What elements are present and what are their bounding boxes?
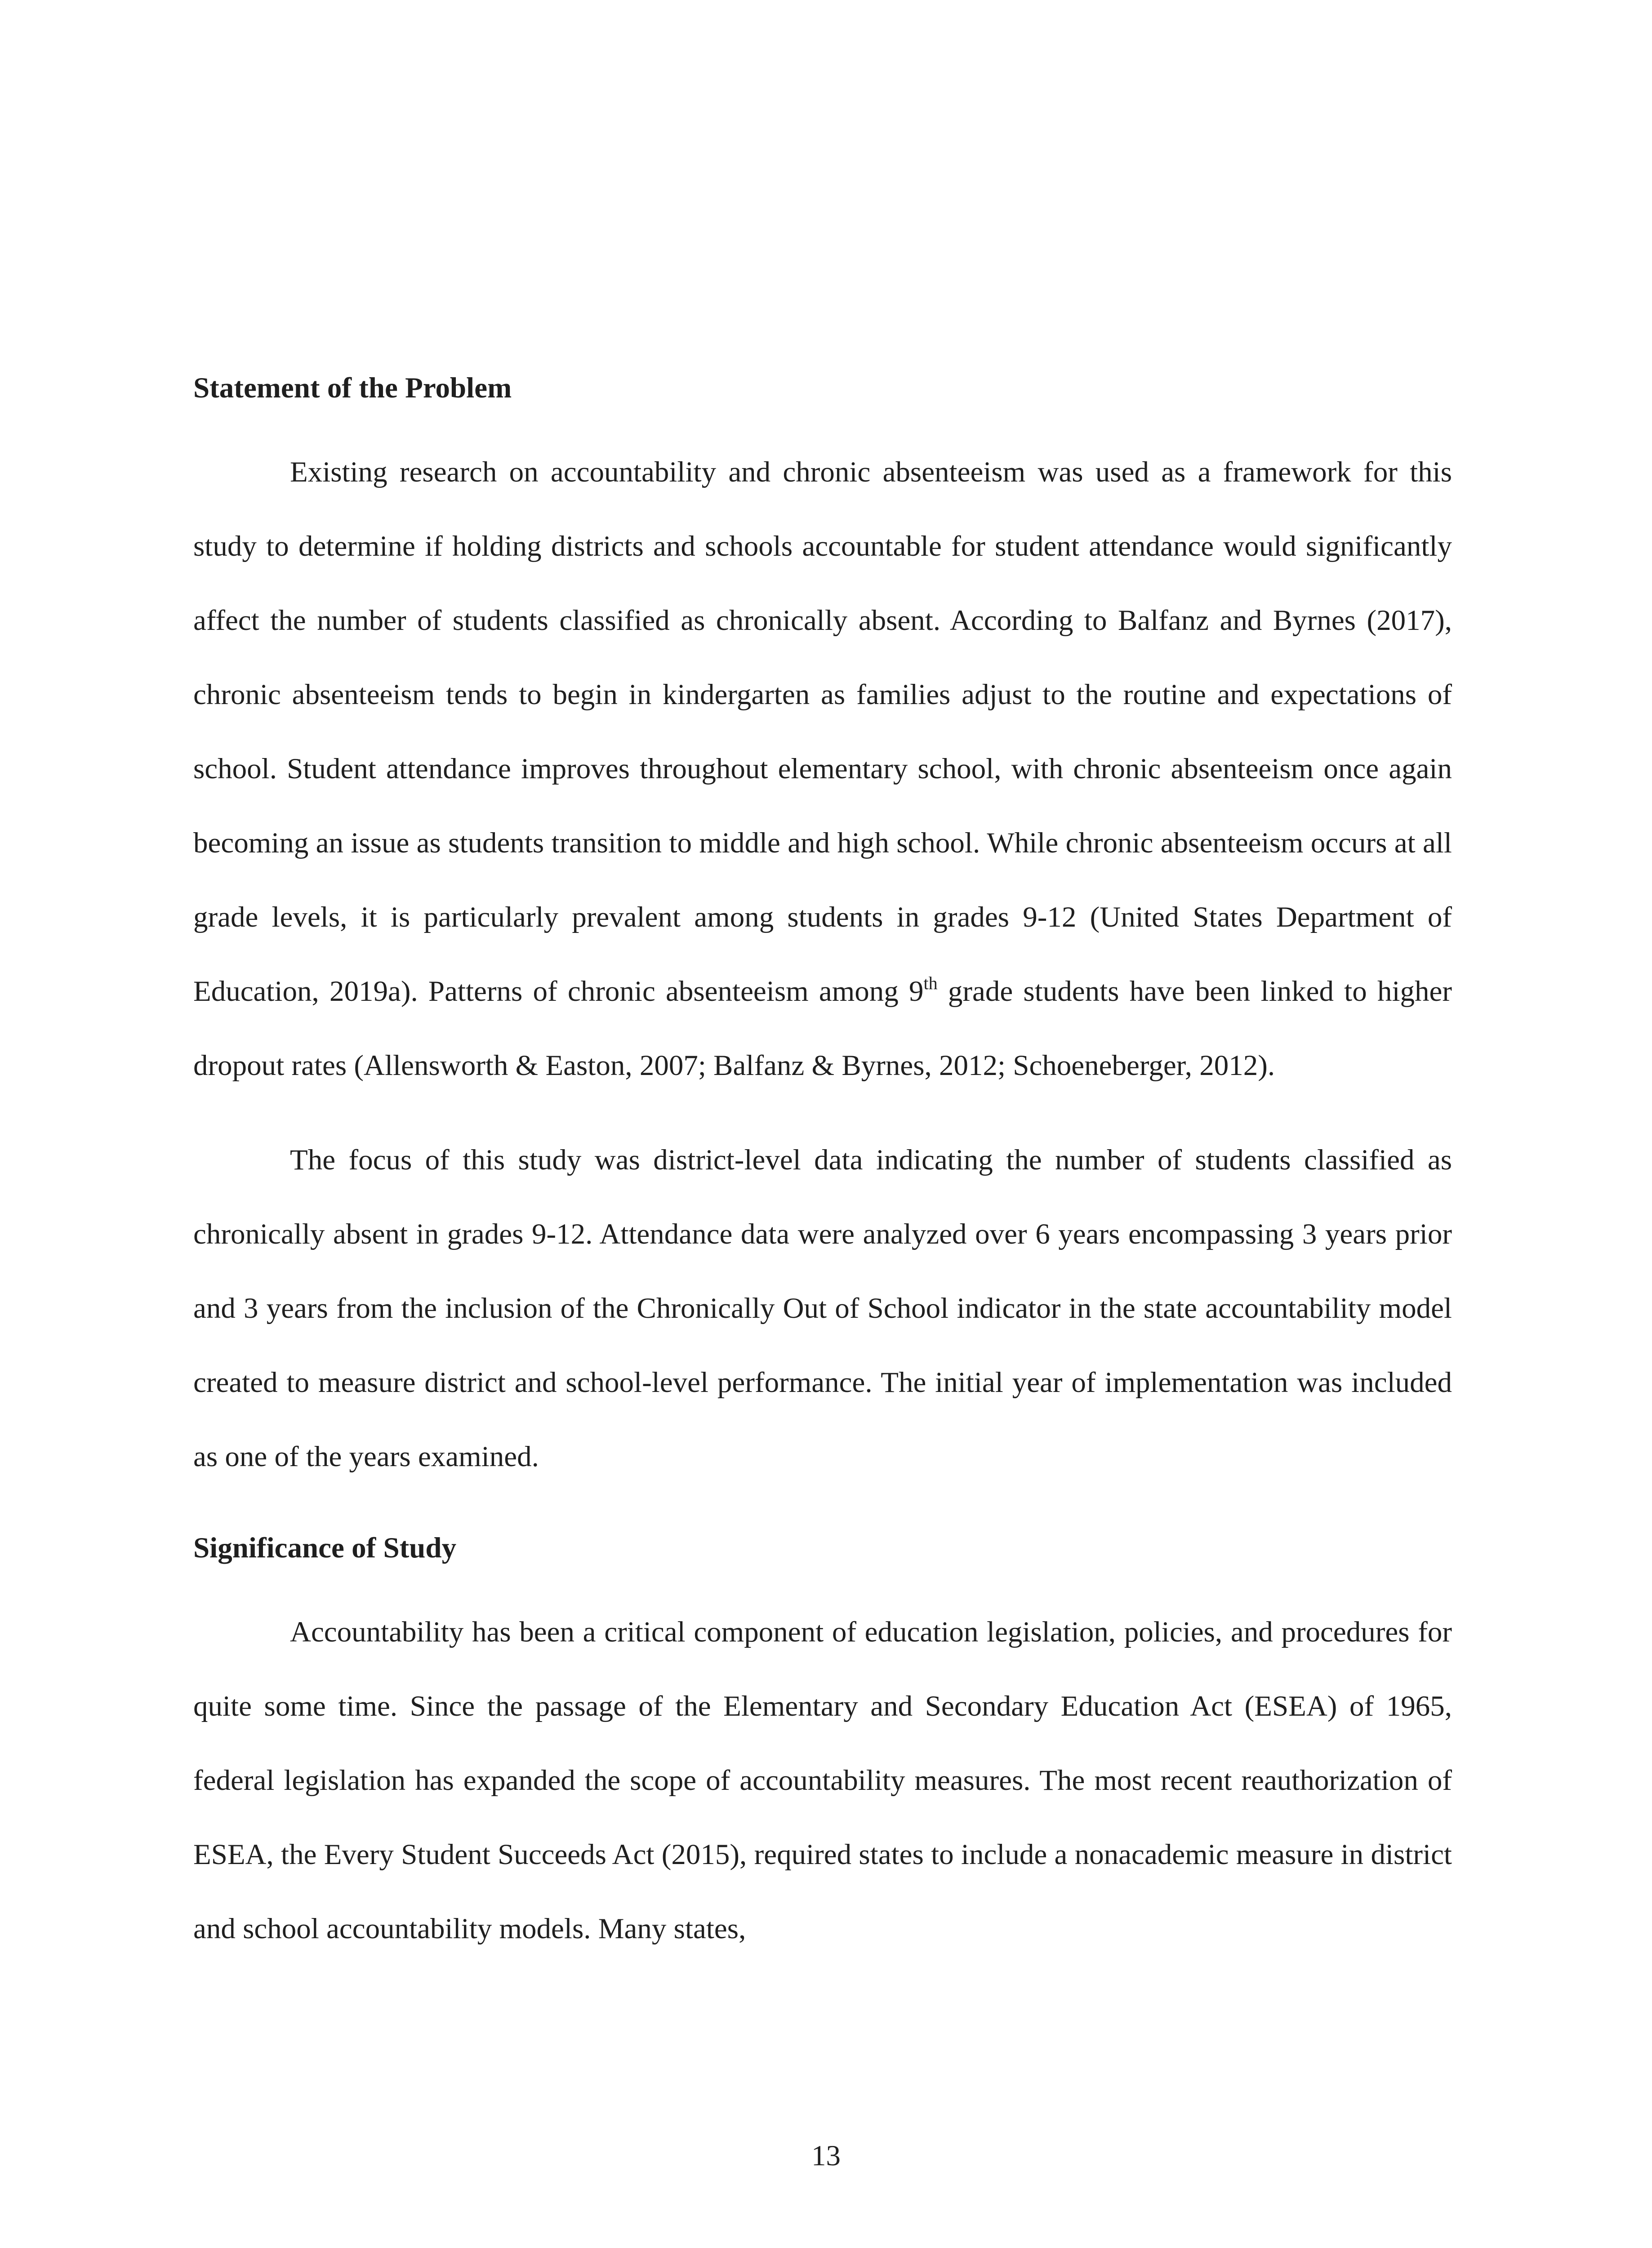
section-heading-significance-of-study: Significance of Study <box>193 1532 457 1564</box>
paragraph-chronic-absenteeism-research <box>193 435 1452 1103</box>
paragraph-text: grade students have been linked to higher dropout rates (Allensworth & Easton, 2007; Balfanz & Byrnes, 2012; Schoeneberger, 2012). <box>193 975 1452 1082</box>
page-body <box>193 363 1452 1966</box>
section-heading-statement-of-problem: Statement of the Problem <box>193 372 512 404</box>
paragraph-text: Existing research on accountability and chronic absenteeism was used as a framework for this study to determine if holding districts and schools accountable for student attendance would significantly affect the number of students classified as chronically absent. According to Balfanz and Byrnes (2017), chronic absenteeism tends to begin in kindergarten as families adjust to the routine and expectations of school. Student attendance improves throughout elementary school, with chronic absenteeism once again becoming an issue as students transition to middle and high school. While chronic absenteeism occurs at all grade levels, it is particularly prevalent among students in grades 9-12 (United States Department of Education, 2019a). Patterns of chronic absenteeism among 9 <box>193 456 1452 1008</box>
paragraph-accountability-legislation: Accountability has been a critical component of education legislation, policies, and procedures for quite some time. Since the passage of the Elementary and Secondary Education Act (ESEA) of 1965, federal legislation has expanded the scope of accountability measures. The most recent reauthorization of ESEA, the Every Student Succeeds Act (2015), required states to include a nonacademic measure in district and school accountability models. Many states, <box>193 1616 1452 1945</box>
paragraph-study-focus: The focus of this study was district-level data indicating the number of students classified as chronically absent in grades 9-12. Attendance data were analyzed over 6 years encompassing 3 years prior and 3 years from the inclusion of the Chronically Out of School indicator in the state accountability model created to measure district and school-level performance. The initial year of implementation was included as one of the years examined. <box>193 1144 1452 1473</box>
page-number: 13 <box>811 2140 841 2172</box>
ordinal-superscript: th <box>923 973 938 993</box>
